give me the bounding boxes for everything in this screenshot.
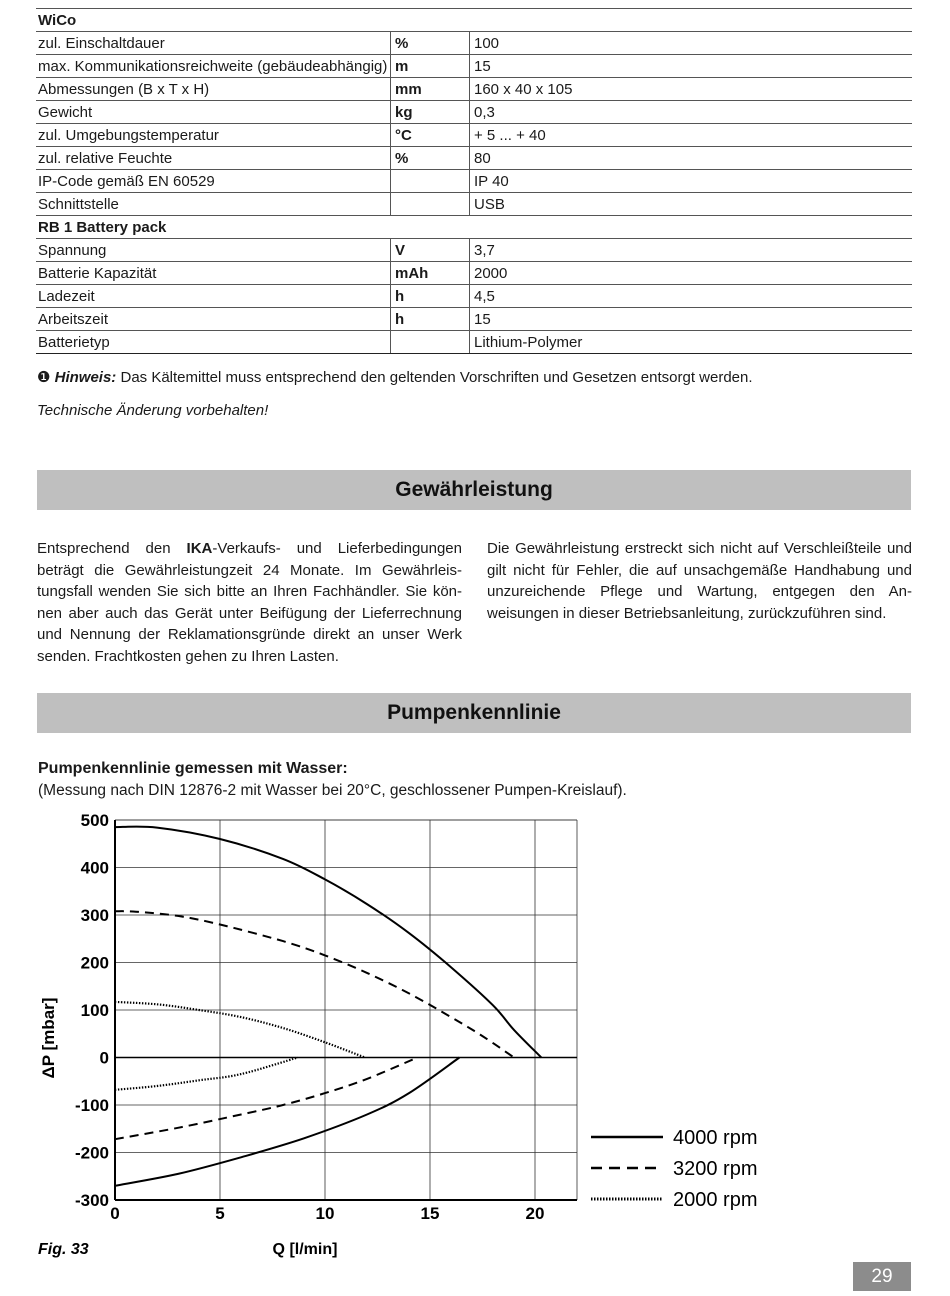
y-tick-label: -200 — [74, 1143, 109, 1163]
note-text: Das Kältemittel muss entsprechend den geltenden Vorschriften und Gesetzen entsorgt werden. — [120, 369, 753, 386]
spec-unit — [391, 331, 470, 354]
warranty-left-prefix: Entsprechend den — [37, 540, 187, 557]
warranty-text-left — [37, 538, 462, 667]
spec-value: 100 — [470, 32, 913, 55]
technical-data-table — [36, 8, 912, 354]
chart-title: Pumpenkennlinie gemessen mit Wasser: — [38, 760, 348, 777]
brand-name: IKA — [186, 540, 213, 557]
y-tick-label: 0 — [99, 1048, 109, 1068]
spec-label: Batterie Kapazität — [36, 262, 391, 285]
table-section-row — [36, 9, 912, 32]
spec-label: Ladezeit — [36, 285, 391, 308]
spec-label: Gewicht — [36, 101, 391, 124]
y-tick-label: 500 — [80, 811, 109, 830]
y-tick-label: 400 — [80, 858, 109, 878]
spec-unit: % — [391, 32, 470, 55]
y-tick-label: -100 — [74, 1096, 109, 1115]
spec-unit: V — [391, 239, 470, 262]
table-row — [36, 101, 912, 124]
spec-label: zul. Einschaltdauer — [36, 32, 391, 55]
spec-label: Abmessungen (B x T x H) — [36, 78, 391, 101]
spec-value: 3,7 — [470, 239, 913, 262]
page-number: 29 — [853, 1262, 911, 1291]
y-tick-label: 300 — [80, 906, 109, 925]
spec-value: 15 — [470, 55, 913, 78]
info-icon: ❶ — [37, 369, 51, 386]
table-row — [36, 262, 912, 285]
table-row — [36, 55, 912, 78]
spec-label: Spannung — [36, 239, 391, 262]
spec-value: 2000 — [470, 262, 913, 285]
spec-value: IP 40 — [470, 170, 913, 193]
spec-unit: h — [391, 308, 470, 331]
figure-label: Fig. 33 — [38, 1241, 89, 1258]
y-tick-label: -300 — [74, 1191, 109, 1210]
x-axis-label: Q [l/min] — [272, 1241, 338, 1258]
spec-value: 80 — [470, 147, 913, 170]
series-line-3200-rpm-pressure — [115, 911, 514, 1057]
spec-label: Schnittstelle — [36, 193, 391, 216]
series-line-4000-rpm-pressure — [115, 827, 541, 1058]
section-title: WiCo — [36, 9, 912, 32]
x-tick-label: 0 — [110, 1204, 120, 1223]
table-row — [36, 331, 912, 354]
legend-label: 2000 rpm — [673, 1189, 758, 1211]
series-line-3200-rpm-suction — [115, 1058, 417, 1140]
spec-label: Batterietyp — [36, 331, 391, 354]
table-row — [36, 170, 912, 193]
table-row — [36, 193, 912, 216]
spec-value: 4,5 — [470, 285, 913, 308]
pump-curve-chart — [30, 805, 790, 1265]
legend-label: 4000 rpm — [673, 1127, 758, 1149]
spec-unit: mm — [391, 78, 470, 101]
table-row — [36, 32, 912, 55]
y-axis-label: ΔP [mbar] — [39, 997, 58, 1079]
y-tick-label: 200 — [80, 953, 109, 973]
disposal-note — [37, 368, 753, 386]
table-row — [36, 78, 912, 101]
spec-value: Lithium-Polymer — [470, 331, 913, 354]
spec-unit: h — [391, 285, 470, 308]
chart-grid — [115, 820, 577, 1200]
spec-unit: kg — [391, 101, 470, 124]
table-row — [36, 147, 912, 170]
spec-unit: m — [391, 55, 470, 78]
spec-value: 0,3 — [470, 101, 913, 124]
table-section-row — [36, 216, 912, 239]
chart-measurement-note: (Messung nach DIN 12876-2 mit Wasser bei 20°C, geschlossener Pumpen-Kreislauf). — [38, 782, 627, 799]
spec-unit — [391, 170, 470, 193]
table-row — [36, 308, 912, 331]
spec-label: IP-Code gemäß EN 60529 — [36, 170, 391, 193]
spec-value: + 5 ... + 40 — [470, 124, 913, 147]
x-tick-label: 5 — [215, 1204, 225, 1223]
table-row — [36, 239, 912, 262]
spec-unit: % — [391, 147, 470, 170]
note-label: Hinweis: — [54, 369, 117, 386]
subject-to-change-text: Technische Änderung vorbehalten! — [37, 402, 269, 419]
warranty-heading: Gewährleistung — [37, 470, 911, 510]
spec-unit: mAh — [391, 262, 470, 285]
series-line-4000-rpm-suction — [115, 1058, 459, 1186]
table-row — [36, 285, 912, 308]
spec-label: max. Kommunikationsreichweite (gebäudeabhängig) — [36, 55, 391, 78]
spec-value: 15 — [470, 308, 913, 331]
series-line-2000-rpm-suction — [115, 1058, 298, 1090]
spec-label: zul. relative Feuchte — [36, 147, 391, 170]
x-tick-label: 20 — [525, 1204, 545, 1223]
legend-label: 3200 rpm — [673, 1158, 758, 1180]
pump-curve-heading: Pumpenkennlinie — [37, 693, 911, 733]
section-title: RB 1 Battery pack — [36, 216, 912, 239]
spec-value: 160 x 40 x 105 — [470, 78, 913, 101]
warranty-left-rest: -Verkaufs- und Lieferbedingungen beträgt die Gewährleistungzeit 24 Monate. Im Gewährleistungsfall wenden Sie sich bitte an Ihren Fachhändler. Sie können aber auch das Gerät unter Beifügung der Lieferrechnung und Nennung der Reklamationsgründe direkt an unser Werk senden. Frachtkosten gehen zu Ihren Lasten. — [37, 540, 462, 665]
spec-value: USB — [470, 193, 913, 216]
spec-label: zul. Umgebungstemperatur — [36, 124, 391, 147]
x-tick-label: 15 — [420, 1204, 440, 1223]
spec-unit: °C — [391, 124, 470, 147]
spec-label: Arbeitszeit — [36, 308, 391, 331]
table-row — [36, 124, 912, 147]
warranty-text-right: Die Gewährleistung erstreckt sich nicht auf Verschleißteile und gilt nicht für Fehler, die auf unsachgemäße Handhabung und unzureichende Pflege und Wartung, entgegen den Anweisungen in dieser Betriebsanleitung, zurückzuführen sind. — [487, 540, 912, 622]
spec-unit — [391, 193, 470, 216]
x-tick-label: 10 — [315, 1204, 335, 1223]
y-tick-label: 100 — [80, 1001, 109, 1020]
